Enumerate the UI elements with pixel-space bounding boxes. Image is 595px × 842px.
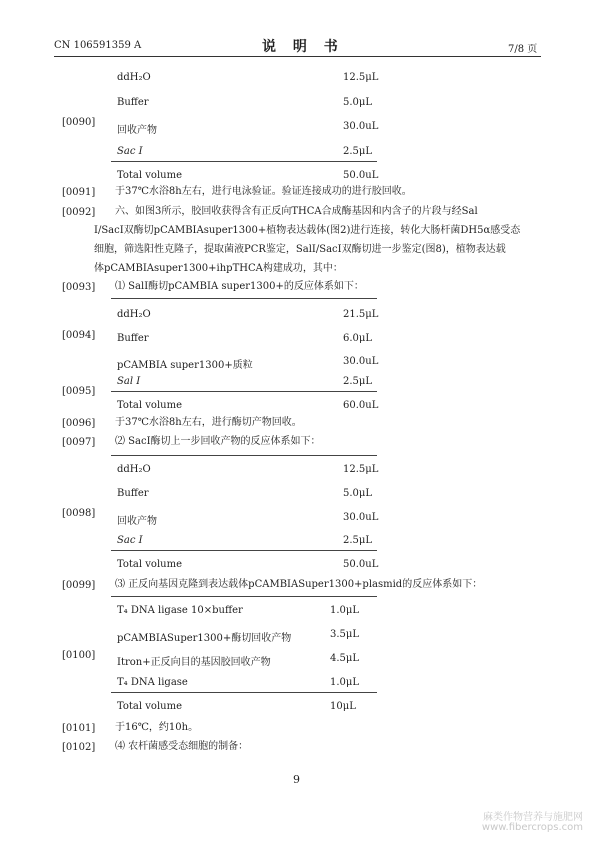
paragraph-number: [0102] <box>62 742 96 753</box>
table-total-volume: 50.0uL <box>343 170 379 181</box>
table-cell-volume: 1.0μL <box>330 605 360 616</box>
table-cell-name: T₄ DNA ligase 10×buffer <box>117 605 243 616</box>
table-total-volume: 10μL <box>330 701 356 712</box>
table-rule <box>111 692 377 693</box>
table-cell-name: Buffer <box>117 97 149 108</box>
table-cell-name: 回收产物 <box>117 516 157 527</box>
table-cell-name: Buffer <box>117 488 149 499</box>
table-cell-volume: 30.0uL <box>343 356 379 367</box>
paragraph-text: ⑴ SalⅠ酶切pCAMBIA super1300+的反应体系如下： <box>115 281 364 292</box>
paragraph-number: [0099] <box>62 580 96 591</box>
table-cell-name: Itron+正反向目的基因胶回收产物 <box>117 657 271 668</box>
paragraph-number: [0094] <box>62 330 96 341</box>
paragraph-number: [0100] <box>62 650 96 661</box>
paragraph-number: [0096] <box>62 418 96 429</box>
page-title: 说 明 书 <box>262 39 344 55</box>
paragraph-text: 于16℃，约10h。 <box>115 722 199 733</box>
paragraph-number: [0101] <box>62 723 96 734</box>
table-total-label: Total volume <box>117 701 182 712</box>
watermark-line2: www.fibercrops.com <box>481 822 583 833</box>
paragraph-number: [0093] <box>62 282 96 293</box>
paragraph-text: ⑶ 正反向基因克隆到表达载体pCAMBIASuper1300+plasmid的反应体系如下： <box>115 579 483 590</box>
paragraph-number: [0092] <box>62 207 96 218</box>
paragraph-number: [0098] <box>62 508 96 519</box>
table-rule <box>111 550 377 551</box>
table-cell-volume: 2.5μL <box>343 146 373 157</box>
paragraph-number: [0095] <box>62 386 96 397</box>
table-cell-name: pCAMBIASuper1300+酶切回收产物 <box>117 633 292 644</box>
table-cell-volume: 6.0μL <box>343 333 373 344</box>
table-rule <box>111 391 377 392</box>
paragraph-number: [0097] <box>62 437 96 448</box>
paragraph-text: ⑷ 农杆菌感受态细胞的制备： <box>115 741 249 752</box>
patent-number: CN 106591359 A <box>54 40 142 51</box>
table-cell-volume: 4.5μL <box>330 653 360 664</box>
table-cell-volume: 3.5μL <box>330 629 360 640</box>
table-cell-volume: 30.0uL <box>343 512 379 523</box>
table-rule <box>111 298 377 299</box>
table-cell-volume: 12.5μL <box>343 464 379 475</box>
table-total-volume: 50.0uL <box>343 559 379 570</box>
table-cell-name: T₄ DNA ligase <box>117 677 188 688</box>
paragraph-text: 于37℃水浴8h左右，进行酶切产物回收。 <box>115 417 302 428</box>
watermark-line1: 麻类作物营养与施肥网 <box>483 812 583 823</box>
table-cell-volume: 2.5μL <box>343 535 373 546</box>
table-cell-name: Sal Ⅰ <box>117 376 141 387</box>
table-cell-name: ddH₂O <box>117 464 151 475</box>
table-cell-name: pCAMBIA super1300+质粒 <box>117 360 253 371</box>
page-indicator: 7/8 页 <box>508 44 538 55</box>
table-cell-name: Buffer <box>117 333 149 344</box>
table-rule <box>111 596 377 597</box>
table-cell-volume: 30.0uL <box>343 121 379 132</box>
table-cell-name: ddH₂O <box>117 72 151 83</box>
table-cell-volume: 12.5μL <box>343 72 379 83</box>
table-rule <box>111 161 377 162</box>
table-cell-volume: 5.0μL <box>343 488 373 499</box>
paragraph-line: 细胞，筛选阳性克隆子，提取菌液PCR鉴定，SalⅠ/SacⅠ双酶切进一步鉴定(图8)，植物表达载 <box>94 244 506 255</box>
table-total-label: Total volume <box>117 559 182 570</box>
table-cell-name: 回收产物 <box>117 125 157 136</box>
table-cell-volume: 5.0μL <box>343 97 373 108</box>
table-rule <box>111 455 377 456</box>
paragraph-text: 于37℃水浴8h左右，进行电泳验证。验证连接成功的进行胶回收。 <box>115 186 412 197</box>
table-cell-volume: 2.5μL <box>343 376 373 387</box>
table-cell-volume: 1.0μL <box>330 677 360 688</box>
table-cell-name: Sac Ⅰ <box>117 535 143 546</box>
page-number: 9 <box>293 773 300 786</box>
table-cell-name: Sac Ⅰ <box>117 146 143 157</box>
table-cell-name: ddH₂O <box>117 309 151 320</box>
table-total-label: Total volume <box>117 400 182 411</box>
paragraph-text: ⑵ SacⅠ酶切上一步回收产物的反应体系如下： <box>115 436 321 447</box>
paragraph-line: Ⅰ/SacⅠ双酶切pCAMBIAsuper1300+植物表达载体(图2)进行连接，转化大肠杆菌DH5α感受态 <box>94 225 521 236</box>
paragraph-number: [0091] <box>62 187 96 198</box>
paragraph-number: [0090] <box>62 117 96 128</box>
paragraph-line: 体pCAMBIAsuper1300+ihpTHCA构建成功，其中： <box>94 263 343 274</box>
paragraph-line: 六、如图3所示，胶回收获得含有正反向THCA合成酶基因和内含子的片段与经Sal <box>115 206 478 217</box>
table-cell-volume: 21.5μL <box>343 309 379 320</box>
header-rule <box>54 56 541 57</box>
table-total-label: Total volume <box>117 170 182 181</box>
table-total-volume: 60.0uL <box>343 400 379 411</box>
